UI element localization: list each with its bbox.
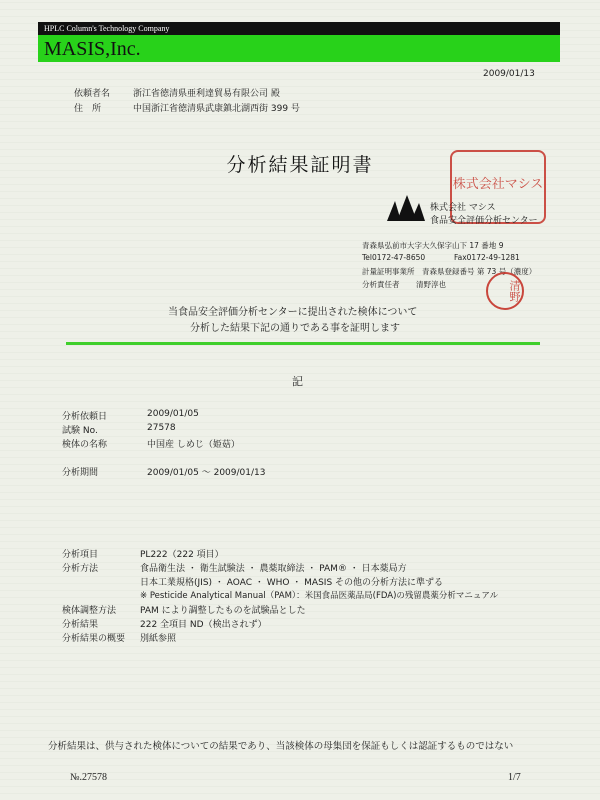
result-label: 分析結果 [62,620,99,630]
method-line-2: 日本工業規格(JIS) ・ AOAC ・ WHO ・ MASIS その他の分析方法に準ずる [140,578,444,588]
page-number: 1/7 [508,772,521,783]
client-address: 中国浙江省徳清県武康鎮北湖西街 399 号 [133,104,300,114]
masis-logo-icon [383,193,427,223]
client-name: 浙江省徳清県亜利達貿易有限公司 殿 [133,89,280,99]
sample-name: 中国産 しめじ（姫菇） [147,440,240,450]
sample-label: 検体の名称 [62,440,108,450]
document-number: №.27578 [70,772,108,783]
issuer-registration: 計量証明事業所 青森県登録番号 第 73 号（濃度） [362,267,537,276]
method-line-1: 食品衛生法 ・ 衛生試験法 ・ 農薬取締法 ・ PAM® ・ 日本薬局方 [140,564,407,574]
company-name: MASIS,Inc. [38,35,560,62]
test-no-label: 試験 No. [62,426,98,436]
issue-date: 2009/01/13 [483,69,535,79]
manager-seal-text: 清野 [508,280,521,302]
period-label: 分析期間 [62,468,99,478]
client-name-label: 依頼者名 [74,89,111,99]
issuer-fax: Fax0172-49-1281 [454,253,520,262]
method-label: 分析方法 [62,564,99,574]
issuer-tel: Tel0172-47-8650 [362,253,426,262]
client-address-label: 住 所 [74,104,102,114]
issuer-address: 青森県弘前市大字大久保字山下 17 番地 9 [362,241,504,250]
manager-name: 清野淳也 [416,280,446,289]
disclaimer: 分析結果は、供与された検体についての結果であり、当該検体の母集団を保証もしくは認証するものではない [48,741,514,752]
analysis-result: 222 全項目 ND（検出されず） [140,620,267,630]
statement-line-1: 当食品安全評価分析センターに提出された検体について [168,307,418,318]
analysis-items: PL222（222 項目） [140,550,224,560]
prep-method: PAM により調整したものを試験品とした [140,606,306,616]
ki-heading: 記 [292,375,303,388]
company-tagline: HPLC Column's Technology Company [38,22,560,35]
request-date-label: 分析依頼日 [62,412,108,422]
prep-label: 検体調整方法 [62,606,117,616]
manager-seal [486,272,524,310]
company-seal-text: 株式会社マシス [452,177,544,192]
issuer-company: 株式会社 マシス [430,203,496,213]
statement-line-2: 分析した結果下記の通りである事を証明します [190,323,400,334]
document-title: 分析結果証明書 [226,154,374,176]
result-summary: 別紙参照 [140,634,177,644]
items-label: 分析項目 [62,550,99,560]
test-no: 27578 [147,423,176,433]
method-line-3: ※ Pesticide Analytical Manual（PAM）：米国食品医薬品局(FDA)の残留農薬分析マニュアル [140,591,499,601]
summary-label: 分析結果の概要 [62,634,126,644]
issuer-center: 食品安全評価分析センター [430,216,538,226]
request-date: 2009/01/05 [147,409,199,419]
manager-label: 分析責任者 [362,280,400,289]
analysis-period: 2009/01/05 〜 2009/01/13 [147,468,266,478]
divider-line [66,342,540,345]
